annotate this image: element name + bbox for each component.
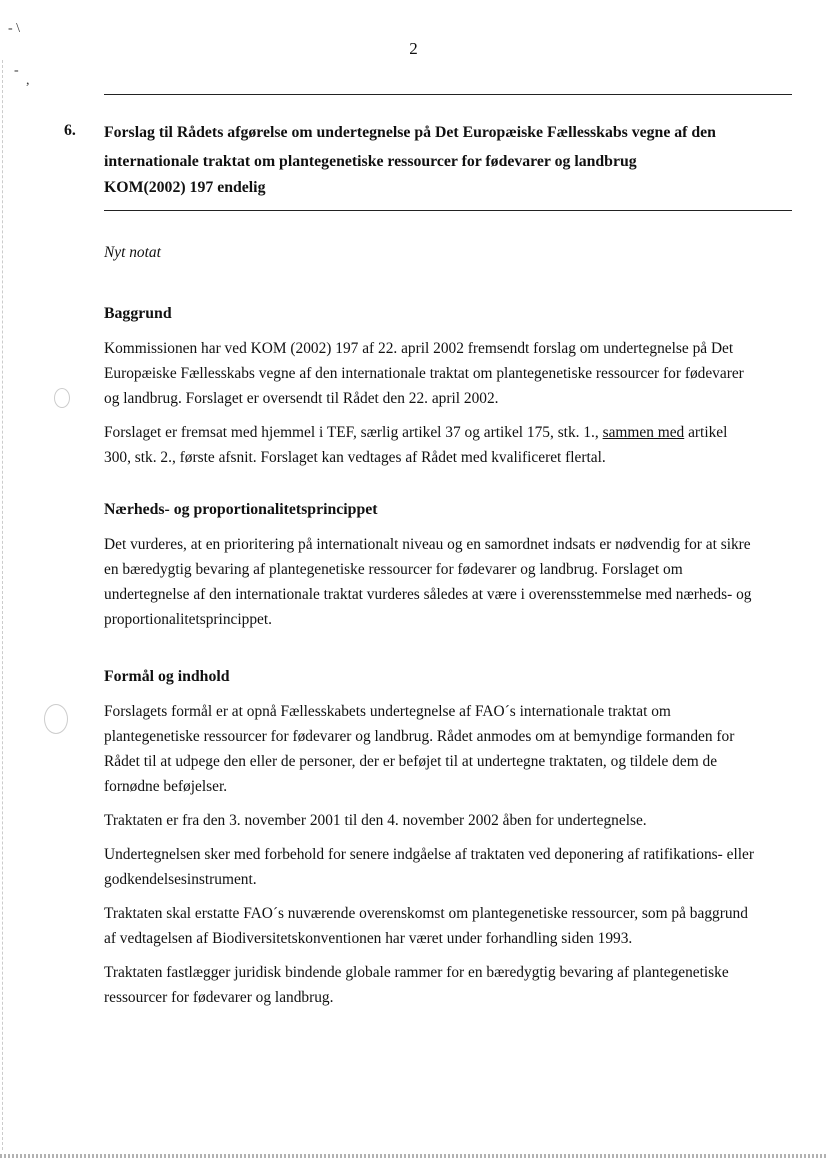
header-bottom-rule — [104, 210, 792, 211]
section-naerhed — [104, 498, 754, 641]
scan-bottom-edge — [0, 1154, 827, 1158]
section-baggrund — [104, 302, 754, 479]
paragraph: Det vurderes, at en prioritering på internationalt niveau og en samordnet indsats er nødvendig for at sikre en bæredygtig bevaring af plantegenetiske ressourcer for fødevarer og landbrug. Forslaget om undertegnelse af den internationale traktat vurderes således at være i overensstemmelse med nærheds- og proportionalitetsprincippet. — [104, 536, 752, 628]
paragraph-text: Forslaget er fremsat med hjemmel i TEF, særlig artikel 37 og artikel 175, stk. 1., — [104, 424, 603, 441]
item-number: 6. — [64, 122, 76, 139]
paragraph: Traktaten fastlægger juridisk bindende globale rammer for en bæredygtig bevaring af plantegenetiske ressourcer for fødevarer og landbrug. — [104, 964, 729, 1006]
scan-speck: , — [26, 73, 30, 88]
underlined-text: sammen med — [602, 424, 685, 441]
item-title: Forslag til Rådets afgørelse om undertegnelse på Det Europæiske Fællesskabs vegne af den internationale traktat om plantegenetiske ressourcer for fødevarer og landbrug — [104, 124, 716, 170]
section-heading: Formål og indhold — [104, 668, 230, 685]
paragraph: Traktaten skal erstatte FAO´s nuværende overenskomst om plantegenetiske ressourcer, som på baggrund af vedtagelsen af Biodiversitetskonventionen har været under forhandling siden 1993. — [104, 905, 748, 947]
page-number: 2 — [409, 39, 418, 58]
top-rule — [104, 94, 792, 95]
item-reference: KOM(2002) 197 endelig — [104, 179, 266, 196]
paragraph: Traktaten er fra den 3. november 2001 til den 4. november 2002 åben for undertegnelse. — [104, 812, 647, 829]
paragraph-text: artikel 300, stk. 2., første afsnit. Forslaget kan vedtages af Rådet med kvalificeret flertal. — [104, 424, 728, 466]
margin-punch-mark — [54, 388, 70, 408]
margin-punch-mark — [44, 704, 68, 734]
paragraph: Forslagets formål er at opnå Fællesskabets undertegnelse af FAO´s internationale traktat om plantegenetiske ressourcer for fødevarer og landbrug. Rådet anmodes om at bemyndige formanden for Rådet til at udpege den eller de personer, der er beføjet til at undertegne traktaten, og tildele dem de fornødne beføjelser. — [104, 703, 735, 795]
scan-speck: - \ — [8, 21, 21, 36]
note-label: Nyt notat — [104, 244, 161, 261]
paragraph: Undertegnelsen sker med forbehold for senere indgåelse af traktaten ved deponering af ratifikations- eller godkendelsesinstrument. — [104, 846, 754, 888]
scan-fold-line — [2, 60, 3, 1150]
paragraph — [104, 420, 754, 470]
scan-speck: - — [14, 63, 19, 78]
paragraph: Kommissionen har ved KOM (2002) 197 af 22. april 2002 fremsendt forslag om undertegnelse på Det Europæiske Fællesskabs vegne af den internationale traktat om plantegenetiske ressourcer for fødevarer og landbrug. Forslaget er oversendt til Rådet den 22. april 2002. — [104, 340, 744, 407]
section-formaal — [104, 665, 754, 1019]
section-heading: Baggrund — [104, 305, 172, 322]
section-heading: Nærheds- og proportionalitetsprincippet — [104, 501, 378, 518]
